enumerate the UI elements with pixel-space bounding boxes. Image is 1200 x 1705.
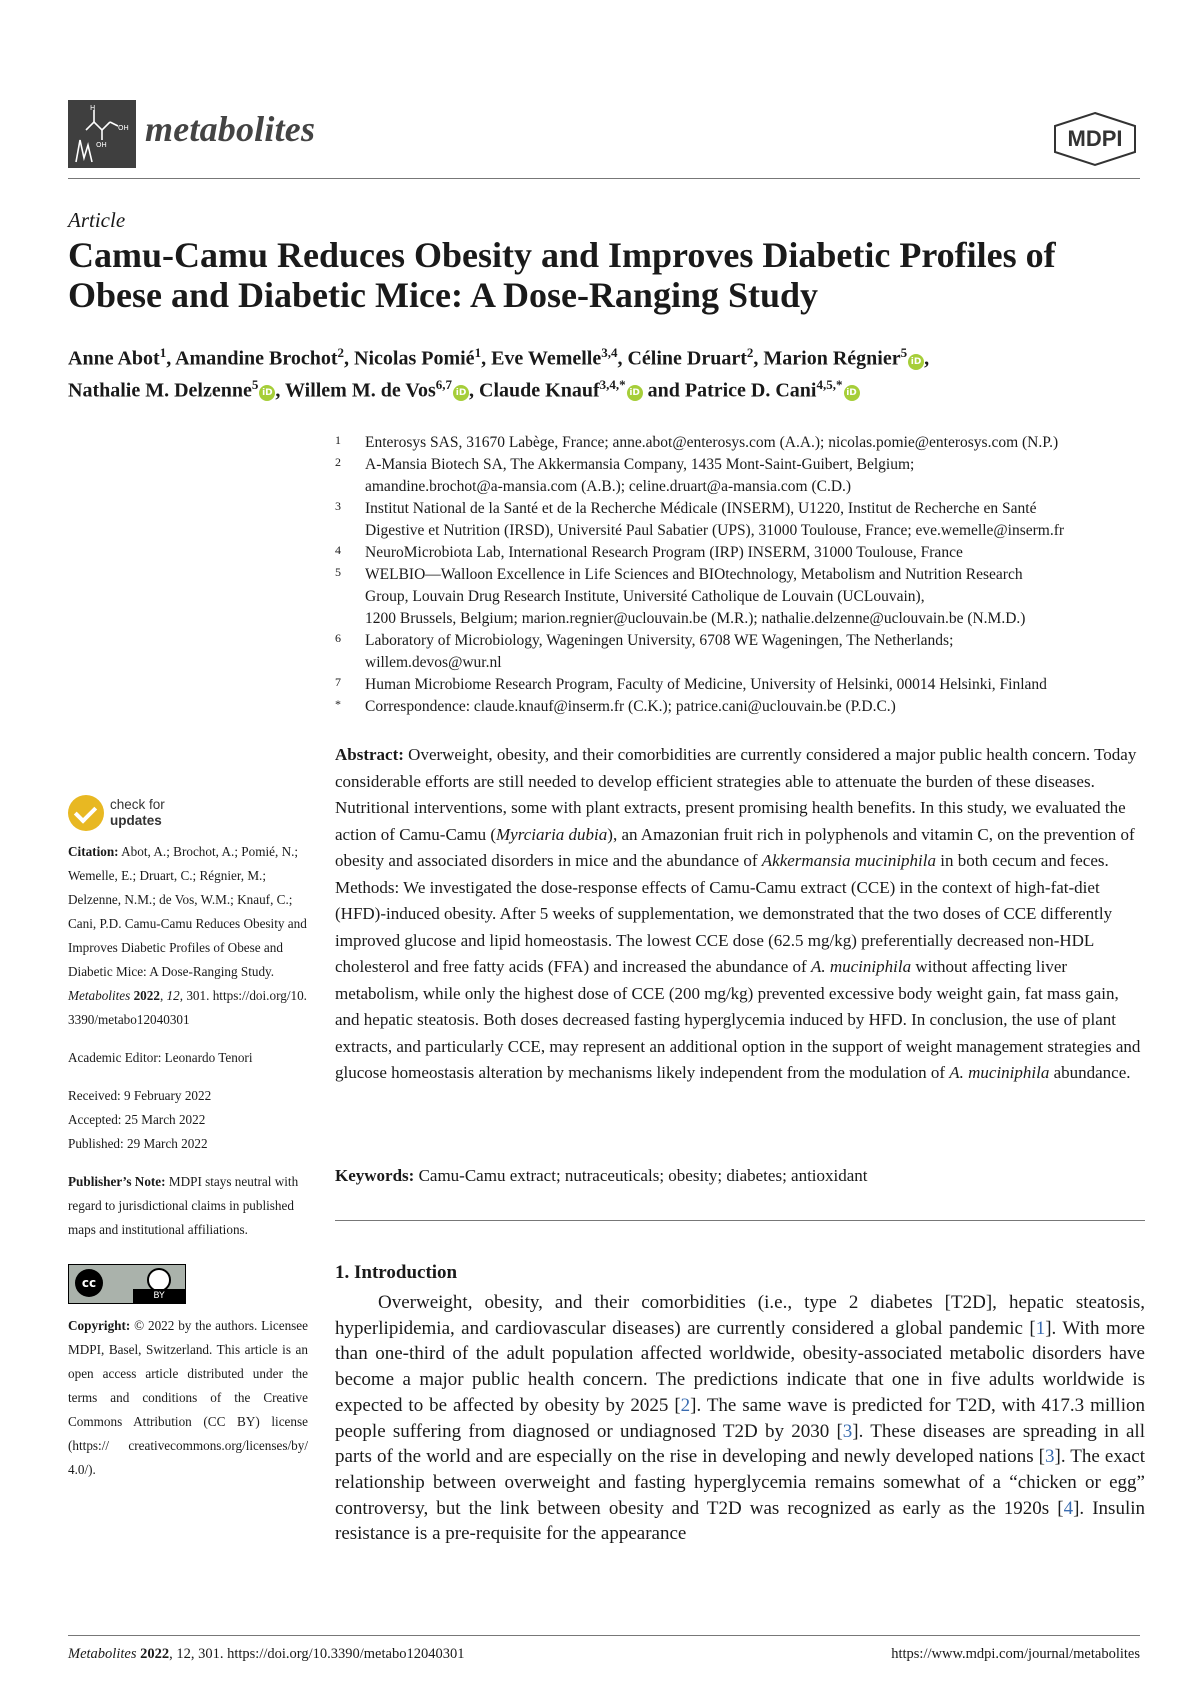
affiliation-number: 3 — [335, 499, 341, 513]
intro-text-6: ]. Insulin resistance is a pre-requisite for the appearance — [335, 1497, 1146, 1545]
author-name[interactable]: Willem M. de Vos — [285, 379, 436, 402]
author-name[interactable]: Eve Wemelle — [491, 347, 602, 370]
keywords-text: Camu-Camu extract; nutraceuticals; obesity; diabetes; antioxidant — [418, 1166, 868, 1185]
keywords — [335, 1166, 1145, 1186]
introduction-body — [335, 1290, 1145, 1547]
checkmark-icon — [68, 795, 104, 831]
footer-journal: Metabolites — [68, 1646, 137, 1662]
footer-year: 2022 — [140, 1646, 170, 1662]
abstract-species-2: Akkermansia muciniphila — [761, 851, 936, 870]
received-date: Received: 9 February 2022 — [68, 1088, 212, 1103]
accepted-date: Accepted: 25 March 2022 — [68, 1112, 206, 1127]
reference-link[interactable]: 4 — [1063, 1497, 1074, 1519]
footer-doi[interactable]: , 12, 301. https://doi.org/10.3390/metabo12040301 — [169, 1646, 465, 1662]
affiliation-number: 7 — [335, 675, 341, 689]
affiliation-line: Group, Louvain Drug Research Institute, Université Catholique de Louvain (UCLouvain), — [365, 588, 925, 605]
check-updates-line2: updates — [110, 813, 162, 828]
affiliation-line: amandine.brochot@a-mansia.com (A.B.); celine.druart@a-mansia.com (C.D.) — [365, 478, 852, 495]
citation-label: Citation: — [68, 844, 119, 859]
author-affiliation-marker: 1 — [159, 345, 167, 360]
author-affiliation-marker: 3,4,* — [599, 376, 626, 392]
mdpi-logo[interactable] — [1050, 110, 1140, 168]
author-name[interactable]: Céline Druart — [627, 347, 747, 370]
intro-text-1: Overweight, obesity, and their comorbidities (i.e., type 2 diabetes [T2D], hepatic steatosis, hyperlipidemia, and cardiovascular diseases) are currently considered a global pandemic [ — [335, 1292, 1145, 1339]
header-rule — [68, 178, 1140, 179]
affiliation-item — [335, 542, 1145, 564]
abstract-text-5: abundance. — [1049, 1063, 1131, 1082]
citation-volume: 12 — [166, 988, 180, 1003]
citation-pages: , 301. — [179, 988, 210, 1003]
abstract-species-3: A. muciniphila — [810, 957, 912, 976]
author-name[interactable]: Amandine Brochot — [175, 347, 338, 370]
footer-rule — [68, 1635, 1140, 1636]
affiliation-item — [335, 432, 1145, 454]
affiliation-line: WELBIO—Walloon Excellence in Life Sciences and BIOtechnology, Metabolism and Nutrition Research — [365, 566, 1023, 583]
copyright — [68, 1314, 308, 1482]
affiliation-number: 2 — [335, 455, 341, 469]
author-list: Anne Abot$^1$, Amandine Brochot$^2$, Nicolas Pomié$^1$, Eve Wemelle$^{3,4}$, Céline Druart$^2$, Marion Régnier$^5$iD , Nathalie M. Delzenne$^5$iD , Willem M. de Vos$^{6,7}$iD , Claude Knauf$^{3,4,*}$iD and Patrice D. Cani$^{4,5,*}$iD — [68, 345, 930, 402]
intro-text-3: ]. The same wave is predicted for T2D, with 417.3 million people suffering from diagnosed or undiagnosed T2D by 2030 [ — [335, 1394, 1145, 1442]
intro-text-2: ]. With more than one-third of the adult population affected worldwide, obesity-associated metabolic disorders have become a major public health concern. The predictions indicate that one in five adults worldwide is expected to be affected by obesity by 2025 [ — [335, 1317, 1145, 1416]
intro-text-5: ]. The exact relationship between overweight and fasting hyperglycemia remains somewhat of a “chicken or egg” controversy, but the link between obesity and T2D was recognized as early as the 1920s [ — [335, 1446, 1145, 1519]
affiliation-number: * — [335, 697, 341, 711]
affiliation-number: 4 — [335, 543, 341, 557]
academic-editor: Academic Editor: Leonardo Tenori — [68, 1050, 253, 1065]
reference-link[interactable]: 3 — [1045, 1446, 1055, 1468]
check-updates-line1: check for — [110, 797, 165, 812]
affiliation-number: 6 — [335, 631, 341, 645]
svg-text:H: H — [90, 104, 96, 112]
affiliation-line: NeuroMicrobiota Lab, International Research Program (IRP) INSERM, 31000 Toulouse, France — [365, 544, 963, 561]
affiliation-line: A-Mansia Biotech SA, The Akkermansia Company, 1435 Mont-Saint-Guibert, Belgium; — [365, 456, 915, 473]
citation-text: Abot, A.; Brochot, A.; Pomié, N.; Wemelle, E.; Druart, C.; Régnier, M.; Delzenne, N.M.; de Vos, W.M.; Knauf, C.; Cani, P.D. Camu-Camu Reduces Obesity and Improves Diabetic Profiles of Obese and Diabetic Mice: A Dose-Ranging Study. — [68, 844, 307, 979]
affiliation-item — [335, 564, 1145, 630]
orcid-icon[interactable]: iD — [453, 385, 469, 401]
affiliation-item — [335, 454, 1145, 498]
reference-link[interactable]: 2 — [680, 1394, 691, 1416]
citation-year: 2022 — [133, 988, 160, 1003]
author-name[interactable]: Nathalie M. Delzenne — [68, 379, 252, 402]
orcid-icon[interactable]: iD — [908, 354, 924, 370]
check-for-updates-badge[interactable] — [68, 795, 218, 833]
publisher-note-text: MDPI stays neutral with regard to jurisdictional claims in published maps and institutional affiliations. — [68, 1174, 299, 1237]
license-by-label: BY — [133, 1289, 185, 1303]
author-affiliation-marker: 2 — [337, 345, 345, 360]
footer-journal-url[interactable]: https://www.mdpi.com/journal/metabolites — [891, 1646, 1140, 1662]
abstract-text-1: Overweight, obesity, and their comorbidities are currently considered a major public health concern. Today considerable efforts are still needed to develop efficient strategies able to attenuate the burden of these diseases. Nutritional interventions, some with plant extracts, present promising health benefits. In this study, we evaluated the action of Camu-Camu ( — [335, 745, 1137, 844]
journal-logo[interactable] — [68, 100, 136, 168]
journal-name[interactable]: metabolites — [145, 109, 316, 149]
affiliation-item — [335, 674, 1145, 696]
svg-text:OH: OH — [118, 124, 129, 132]
copyright-label: Copyright: — [68, 1318, 131, 1333]
affiliation-item — [335, 630, 1145, 674]
intro-text-4: ]. These diseases are spreading in all parts of the world and are especially on the rise in developing and newly developed nations [ — [335, 1420, 1145, 1468]
affiliation-line: Laboratory of Microbiology, Wageningen University, 6708 WE Wageningen, The Netherlands; — [365, 632, 954, 649]
abstract — [335, 742, 1145, 1087]
published-date: Published: 29 March 2022 — [68, 1136, 208, 1151]
article-type: Article — [68, 208, 126, 232]
affiliation-line: Enterosys SAS, 31670 Labège, France; anne.abot@enterosys.com (A.A.); nicolas.pomie@enterosys.com (N.P.) — [365, 434, 1059, 451]
author-name[interactable]: Claude Knauf — [479, 379, 600, 402]
article-title: Camu-Camu Reduces Obesity and Improves Diabetic Profiles of Obese and Diabetic Mice: A Dose-Ranging Study — [68, 235, 1056, 315]
orcid-icon[interactable]: iD — [844, 385, 860, 401]
citation-doi-link[interactable]: https://doi.org/10.3390/metabo12040301 — [68, 988, 307, 1027]
affiliation-line: Correspondence: claude.knauf@inserm.fr (C.K.); patrice.cani@uclouvain.be (P.D.C.) — [365, 698, 896, 715]
keywords-label: Keywords: — [335, 1166, 415, 1185]
publisher-note — [68, 1170, 308, 1242]
author-affiliation-marker: 4,5,* — [816, 376, 843, 392]
orcid-icon[interactable]: iD — [259, 385, 275, 401]
citation: Citation: Abot, A.; Brochot, A.; Pomié, N.; Wemelle, E.; Druart, C.; Régnier, M.; Delzenne, N.M.; de Vos, W.M.; Knauf, C.; Cani, P.D. Camu-Camu Reduces Obesity and Improves Diabetic Profiles of Obese and Diabetic Mice: A Dose-Ranging Study. Metabolites 2022, 12, 301. https://doi.org/10.3390/metabo12040301 — [68, 844, 307, 1027]
author-name[interactable]: Marion Régnier — [763, 347, 901, 370]
author-affiliation-marker: 5 — [900, 345, 908, 360]
author-connector: and — [647, 379, 680, 402]
author-affiliation-marker: 5 — [251, 376, 259, 392]
publisher-note-label: Publisher’s Note: — [68, 1174, 166, 1189]
abstract-text-2: ), an Amazonian fruit rich in polyphenols and vitamin C, on the prevention of obesity and associated disorders in mice and the abundance of — [335, 824, 1135, 870]
affiliation-item — [335, 498, 1145, 542]
author-affiliation-marker: 2 — [746, 345, 754, 360]
abstract-text-4: without affecting liver metabolism, while only the highest dose of CCE (200 mg/kg) prevented excessive body weight gain, fat mass gain, and hepatic steatosis. Both doses decreased fasting hyperglycemia induced by HFD. In conclusion, the use of plant extracts, and particularly CCE, may represent an additional option in the support of weight management strategies and glucose homeostasis alteration by mechanisms likely independent from the modulation of — [335, 957, 1141, 1082]
introduction-heading: 1. Introduction — [335, 1262, 458, 1283]
reference-link[interactable]: 3 — [842, 1420, 853, 1442]
creative-commons-icon: cc — [75, 1269, 103, 1297]
affiliation-line: Digestive et Nutrition (IRSD), Université Paul Sabatier (UPS), 31000 Toulouse, France; eve.wemelle@inserm.fr — [365, 522, 1065, 539]
abstract-label: Abstract: — [335, 745, 404, 764]
cc-by-license-badge[interactable] — [68, 1264, 186, 1304]
affiliation-number: 5 — [335, 565, 341, 579]
section-divider — [335, 1220, 1145, 1221]
affiliation-line: Human Microbiome Research Program, Faculty of Medicine, University of Helsinki, 00014 Helsinki, Finland — [365, 676, 1047, 693]
copyright-text: © 2022 by the authors. Licensee MDPI, Basel, Switzerland. This article is an open access article distributed under the terms and conditions of the Creative Commons Attribution (CC BY) license (https:// creativecommons.org/licenses/by/ 4.0/). — [68, 1318, 309, 1477]
affiliation-line: willem.devos@wur.nl — [365, 654, 502, 671]
abstract-species-4: A. muciniphila — [949, 1063, 1050, 1082]
affiliation-line: 1200 Brussels, Belgium; marion.regnier@uclouvain.be (M.R.); nathalie.delzenne@uclouvain.be (N.M.D.) — [365, 610, 1026, 627]
footer-citation — [68, 1646, 464, 1663]
svg-text:OH: OH — [96, 141, 107, 149]
mdpi-logo-text: MDPI — [1067, 126, 1123, 151]
author-name[interactable]: Nicolas Pomié — [354, 347, 475, 370]
reference-link[interactable]: 1 — [1035, 1317, 1046, 1339]
affiliation-item — [335, 696, 1145, 718]
citation-journal: Metabolites — [68, 988, 131, 1003]
abstract-species-1: Myrciaria dubia — [496, 824, 608, 844]
abstract-text-3: in both cecum and feces. Methods: We investigated the dose-response effects of Camu-Camu extract (CCE) in the context of high-fat-diet (HFD)-induced obesity. After 5 weeks of supplementation, we demonstrated that the two doses of CCE differently improved glucose and lipid homeostasis. The lowest CCE dose (62.5 mg/kg) preferentially decreased non-HDL cholesterol and free fatty acids (FFA) and increased the abundance of — [335, 851, 1113, 976]
author-affiliation-marker: 3,4 — [601, 345, 618, 360]
orcid-icon[interactable]: iD — [627, 385, 643, 401]
author-name[interactable]: Anne Abot — [68, 347, 160, 370]
molecule-structure-icon — [68, 100, 136, 168]
affiliation-number: 1 — [335, 433, 341, 447]
article-info-sidebar — [68, 840, 308, 1482]
author-name[interactable]: Patrice D. Cani — [684, 379, 817, 402]
affiliation-line: Institut National de la Santé et de la Recherche Médicale (INSERM), U1220, Institut de Recherche en Santé — [365, 500, 1037, 517]
author-affiliation-marker: 1 — [474, 345, 482, 360]
author-affiliation-marker: 6,7 — [435, 376, 453, 392]
affiliations — [335, 432, 1145, 718]
